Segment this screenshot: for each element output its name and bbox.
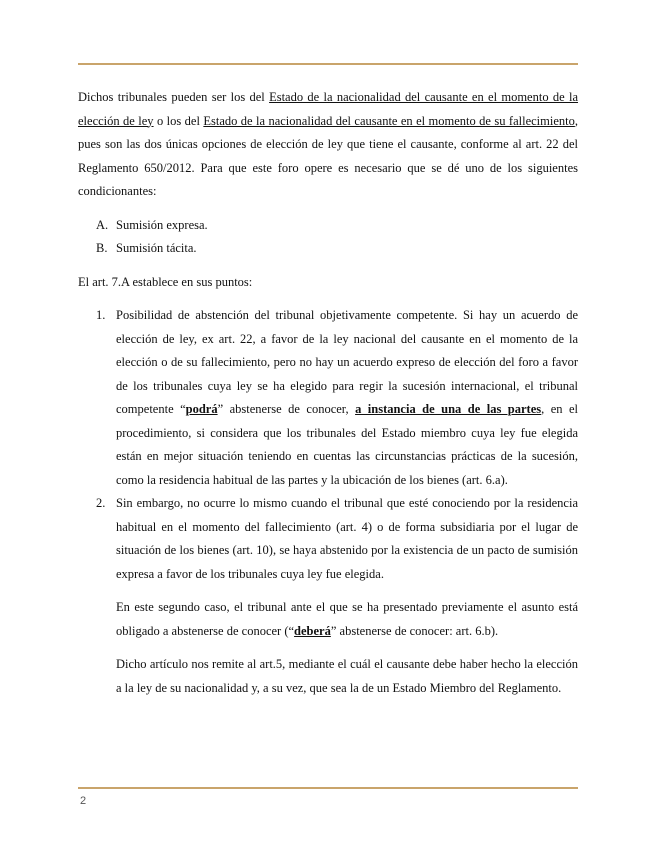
intro-paragraph: El art. 7.A establece en sus puntos: <box>78 274 253 289</box>
list-item-text <box>116 304 578 492</box>
underlined-text: Estado de la nacionalidad del causante en el momento de su fallecimiento <box>203 113 575 128</box>
list-item-text: Sumisión tácita. <box>116 241 197 255</box>
list-item <box>78 214 578 238</box>
page-content <box>78 86 578 700</box>
bold-underlined-text: podrá <box>185 402 218 416</box>
list-item <box>78 237 578 261</box>
list-item-text: Sumisión expresa. <box>116 217 208 232</box>
header-rule <box>78 63 578 65</box>
text: ” abstenerse de conocer, <box>217 402 356 416</box>
text: Posibilidad de abstención del tribunal objetivamente competente. Si hay un acuerdo de elección de ley, ex art. 22, a favor de la ley nacional del causante en el momento de la elección o de su fallecimiento, pero no hay un acuerdo expreso de elección del foro a favor de los tribunales cuya ley se ha elegido para regir la sucesión internacional, el tribunal competente “ <box>116 308 578 416</box>
text: , pues son las dos únicas opciones de elección de ley que tiene el causante, conforme al art. 22 del Reglamento 650/2012. Para que este foro opere es necesario que se dé uno de los siguientes condicionantes: <box>78 113 578 198</box>
list-item <box>78 492 578 586</box>
list-marker: 1. <box>96 308 106 322</box>
bold-underlined-text: deberá <box>294 623 331 638</box>
text: o los del <box>153 113 204 128</box>
sub-paragraph-articulo: Dicho artículo nos remite al art.5, mediante el cuál el causante debe haber hecho la elección a la ley de su nacionalidad y, a su vez, que sea la de un Estado Miembro del Reglamento. <box>116 657 578 695</box>
list-item-text: Sin embargo, no ocurre lo mismo cuando el tribunal que esté conociendo por la residencia habitual en el momento del fallecimiento (art. 4) o de forma subsidiaria por el lugar de situación de los bienes (art. 10), se haya abstenido por la existencia de un pacto de sumisión expresa a favor de los tribunales cuya ley fue elegida. <box>116 496 578 581</box>
footer-rule <box>78 787 578 789</box>
text: ” abstenerse de conocer: art. 6.b). <box>330 623 499 638</box>
paragraph-tribunales <box>78 86 578 204</box>
list-marker: B. <box>96 241 108 255</box>
page-number: 2 <box>80 795 87 807</box>
text: Dichos tribunales pueden ser los del <box>78 90 270 104</box>
text: En este segundo caso, el tribunal ante el que se ha presentado previamente el asunto está obligado a abstenerse de conocer (“ <box>116 600 578 638</box>
conditions-list <box>78 214 578 261</box>
list-marker: A. <box>96 217 109 232</box>
underlined-text: Estado de la nacionalidad del causante en el momento de la elección de ley <box>78 90 579 128</box>
points-list <box>78 304 578 586</box>
text: , en el procedimiento, si considera que los tribunales del Estado miembro cuya ley fue elegida están en mejor situación teniendo en cuentas las circunstancias prácticas de la sucesión, como la residencia habitual de las partes y la ubicación de los bienes (art. 6.a). <box>116 402 578 487</box>
bold-underlined-text: a instancia de una de las partes <box>355 402 542 416</box>
sub-paragraph-segundo-caso <box>116 596 578 643</box>
list-item <box>78 304 578 492</box>
list-marker: 2. <box>96 496 106 510</box>
